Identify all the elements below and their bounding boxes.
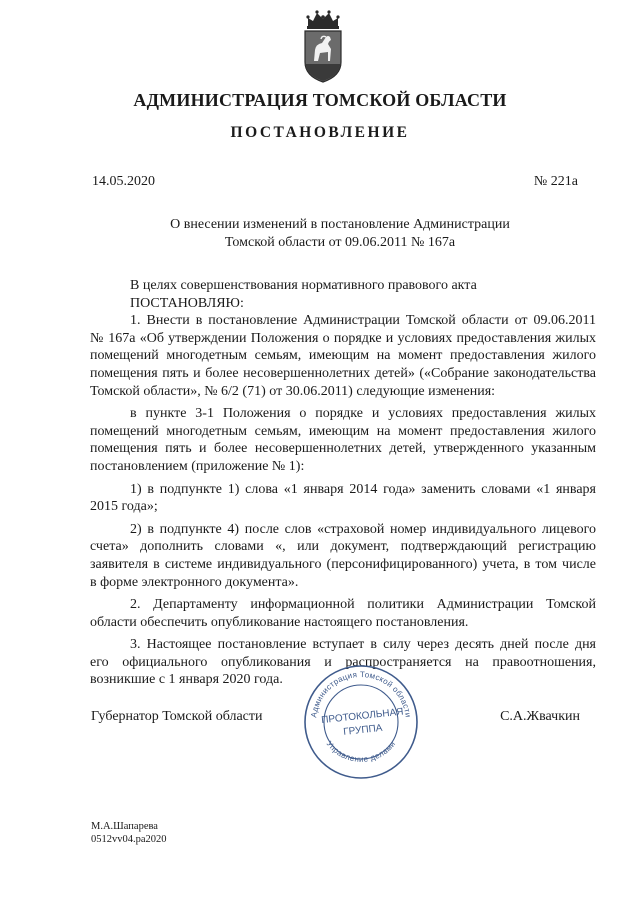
preamble: В целях совершенствования нормативного правового акта [130,278,477,293]
svg-text:Управление делами [325,739,398,764]
stamp-ring-bottom: Управление делами [324,739,398,764]
paragraph-line: Томской области», № 6/2 (71) от 30.06.2011) следующие изменения: [90,383,496,399]
paragraph-line: 1. Внести в постановление Администрации Томской области от 09.06.2011 [130,313,596,329]
paragraph-line: 2) в подпункте 4) после слов «страховой номер индивидуального лицевого [130,521,596,537]
subject-line: Томской области от 09.06.2011 № 167а [224,235,456,250]
paragraph-line: 2015 года»; [90,499,158,515]
stamp-ring-top: Администрация Томской области [309,669,413,719]
document-type: ПОСТАНОВЛЕНИЕ [230,124,410,141]
paragraph-line: области обеспечить опубликование настоящего постановления. [90,614,469,630]
paragraph-line: помещения пять и более несовершеннолетних детей, утвержденного указанным [90,441,596,457]
paragraph-line: 3. Настоящее постановление вступает в силу через десять дней после дня [130,637,596,653]
paragraph-line: счета» дополнить словами «, или документ, подтверждающий регистрацию [90,539,596,555]
executor-info [91,820,167,846]
paragraph-line: помещения пять и более несовершеннолетних детей» («Собрание законодательства [90,365,596,381]
signer-title: Губернатор Томской области [91,709,263,724]
document-subject [130,216,550,252]
paragraph-line: 1) в подпункте 1) слова «1 января 2014 года» заменить словами «1 января [130,481,596,497]
paragraph-line: в форме электронного документа». [90,574,299,590]
authority-title: АДМИНИСТРАЦИЯ ТОМСКОЙ ОБЛАСТИ [133,90,507,110]
executor-ref: 0512vv04.pa2020 [91,834,167,845]
stamp-line2: ГРУППА [342,722,383,738]
executor-name: М.А.Шапарева [91,821,158,832]
paragraph-line: помещений многодетным семьям, имеющим на момент предоставления жилого [90,348,596,364]
coat-of-arms-icon [300,6,346,84]
subject-line: О внесении изменений в постановление Администрации [170,217,510,232]
paragraph-line: № 167а «Об утверждении Положения о порядке и условиях предоставления жилых [90,330,596,346]
paragraph-line: заявителя в системе индивидуального (персонифицированного) учета, в том числе [90,556,596,572]
document-date: 14.05.2020 [92,174,155,189]
paragraph-line: 2. Департаменту информационной политики Администрации Томской [130,597,596,613]
document-number: № 221а [533,174,578,189]
paragraph-line: постановлением (приложение № 1): [90,458,305,474]
paragraph-line: в пункте 3-1 Положения о порядке и условиях предоставления жилых [130,406,596,422]
resolve-heading: ПОСТАНОВЛЯЮ: [130,295,244,311]
document-body [90,277,596,689]
paragraph-line: его официального опубликования и распространяется на правоотношения, [90,654,596,670]
paragraph-line: возникшие с 1 января 2020 года. [90,672,283,688]
paragraph-line: помещений многодетным семьям, имеющим на момент предоставления жилого [90,423,596,439]
stamp-line1: ПРОТОКОЛЬНАЯ [320,706,405,727]
official-stamp [302,663,420,781]
signer-name: С.А.Жвачкин [500,709,580,724]
